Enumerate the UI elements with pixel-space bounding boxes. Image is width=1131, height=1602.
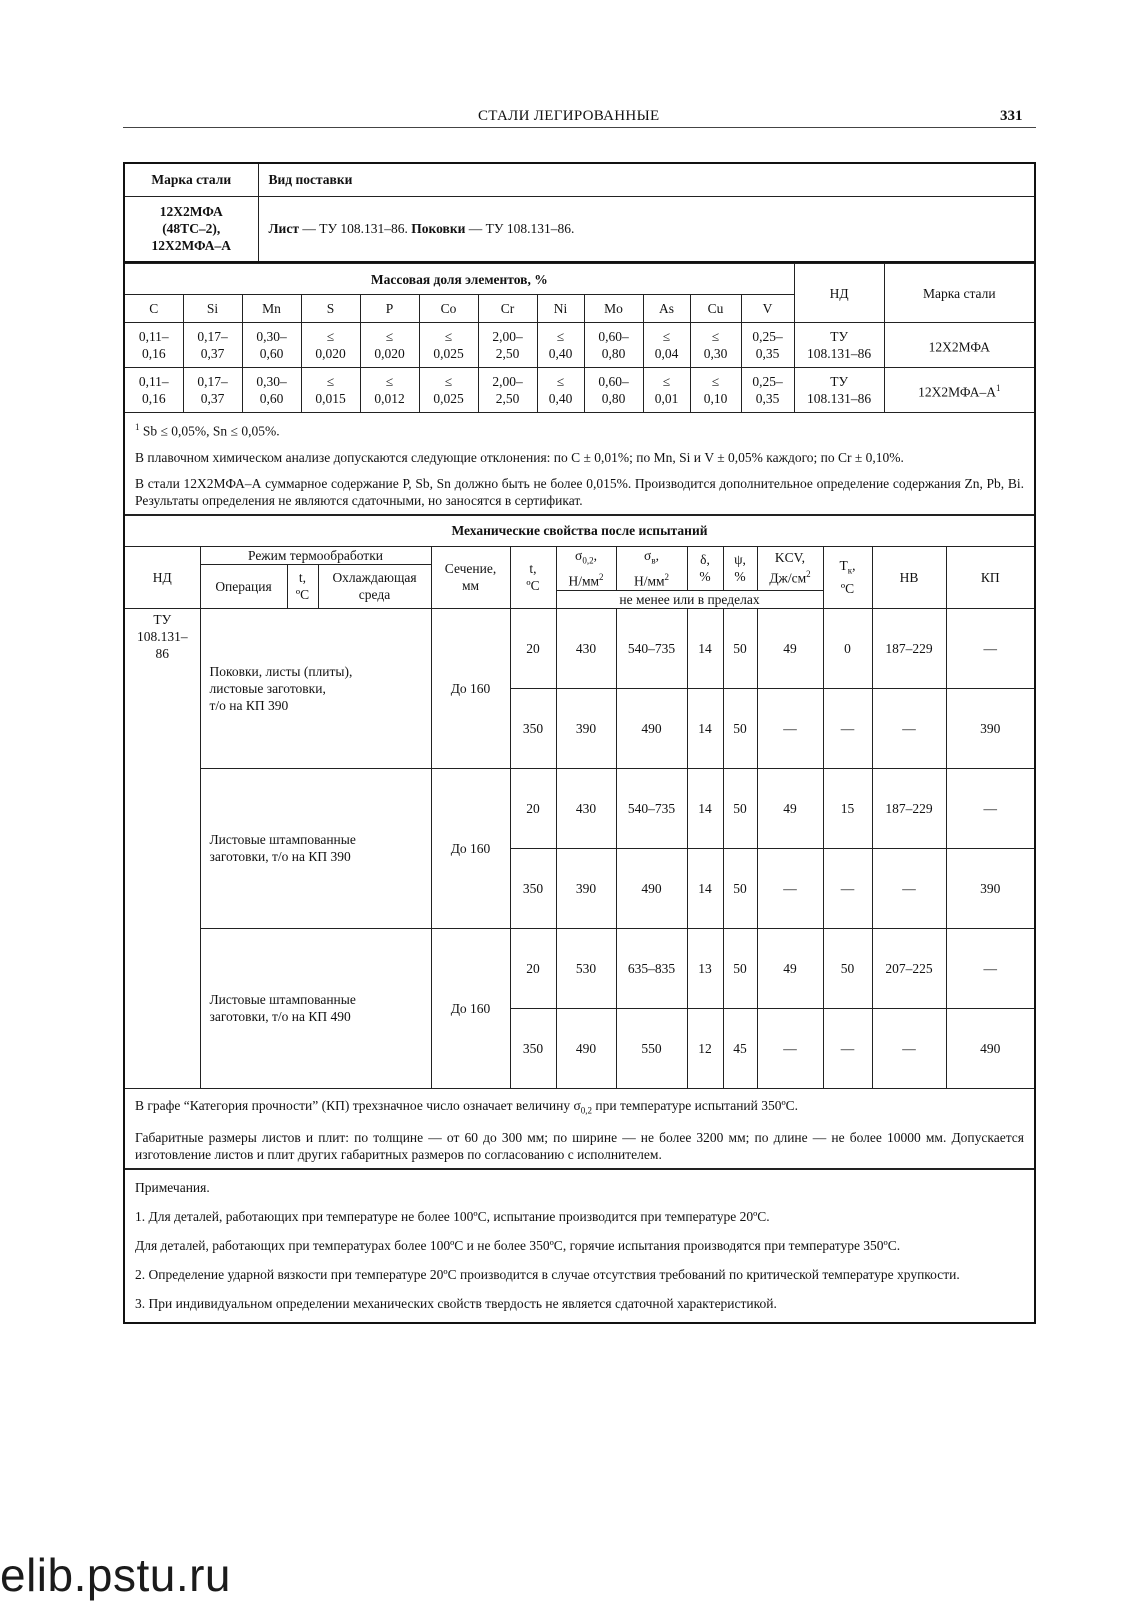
cell-line: 0,25– — [752, 329, 783, 344]
mech-hardness-hb: — — [872, 688, 946, 768]
mech-impact-kcv: — — [757, 688, 823, 768]
cell-line: 0,35 — [755, 391, 780, 406]
composition-title: Массовая доля элементов, % — [124, 264, 794, 295]
composition-nd — [794, 368, 884, 413]
mech-delta-header: δ, % — [687, 546, 723, 590]
cell-line: 108.131– — [136, 628, 188, 644]
cell-line: заготовки, т/о на КП 490 — [209, 1009, 351, 1025]
cell-line: 0,17– — [197, 374, 228, 389]
cell-line: 0,025 — [433, 391, 464, 406]
composition-cell — [741, 323, 794, 368]
composition-cell — [537, 368, 584, 413]
mech-strength-category: 490 — [946, 1008, 1035, 1088]
cell-line: 2,50 — [495, 346, 520, 361]
element-header-c: C — [124, 295, 183, 323]
cell-line: ≤ — [326, 374, 335, 389]
element-header-mn: Mn — [242, 295, 301, 323]
cell-line: 0,30 — [703, 346, 728, 361]
composition-cell — [301, 323, 360, 368]
mech-nd-value — [124, 608, 200, 1088]
composition-cell — [478, 323, 537, 368]
mech-note-kp: В графе “Категория прочности” (КП) трехзначное число означает величину $\sigma_{0,2}$ при температуре испытаний 350ºС. — [135, 1097, 799, 1116]
cell-line: ≤ — [326, 329, 335, 344]
element-header-si: Si — [183, 295, 242, 323]
mech-oper-header: Операция — [200, 564, 287, 608]
mech-strength-category: — — [946, 608, 1035, 688]
cell-line: 0,37 — [200, 391, 225, 406]
mech-sv-header: $\sigma_в$, $Н/мм^2$ — [616, 546, 687, 590]
mech-test-temperature: 20 — [510, 608, 556, 688]
mech-heat-t-header: t, ºС — [287, 564, 318, 608]
mech-tensile-strength: 490 — [616, 688, 687, 768]
composition-cell — [537, 323, 584, 368]
mech-mode-header: Режим термообработки — [200, 546, 431, 564]
composition-note-impurities: В стали 12Х2МФА–А суммарное содержание Р, Sb, Sn должно быть не более 0,015%. Производится дополнительное определение содержания Zn, Pb, Bi. Результаты определения не являются сдаточными, но заносятся в сертификат. — [135, 475, 1024, 508]
composition-cell — [643, 368, 690, 413]
mech-tensile-strength: 635–835 — [616, 928, 687, 1008]
cell-line: 0,025 — [433, 346, 464, 361]
mech-test-temperature: 350 — [510, 1008, 556, 1088]
cell-line: 108.131–86 — [807, 391, 872, 406]
composition-notes — [124, 413, 1035, 515]
cell-line: т/о на КП 390 — [209, 697, 289, 713]
composition-cell — [360, 323, 419, 368]
remarks-table — [123, 1169, 1036, 1324]
cell-line: Поковки, листы (плиты), — [209, 663, 353, 679]
cell-line: ≤ — [444, 329, 453, 344]
supply-table — [123, 162, 1036, 263]
mech-operation — [200, 928, 431, 1088]
cell-line: ТУ — [830, 329, 849, 344]
composition-cell — [183, 368, 242, 413]
mech-section-header: Сечение, мм — [431, 546, 510, 608]
mech-yield-strength: 430 — [556, 608, 616, 688]
mech-kp-header: КП — [946, 546, 1035, 608]
remarks-title: Примечания. — [135, 1180, 210, 1196]
element-header-ni: Ni — [537, 295, 584, 323]
mech-test-temperature: 350 — [510, 848, 556, 928]
mech-critical-temperature: 50 — [823, 928, 872, 1008]
mech-strength-category: 390 — [946, 688, 1035, 768]
mech-yield-strength: 390 — [556, 848, 616, 928]
mech-impact-kcv: 49 — [757, 768, 823, 848]
composition-grade — [884, 323, 1035, 368]
composition-cell — [242, 323, 301, 368]
element-header-mo: Mo — [584, 295, 643, 323]
cell-line: 0,60 — [259, 346, 284, 361]
cell-line: ≤ — [662, 329, 671, 344]
composition-cell — [124, 368, 183, 413]
mech-section: До 160 — [431, 928, 510, 1088]
composition-cell — [301, 368, 360, 413]
cell-line: 0,11– — [138, 329, 169, 344]
mech-impact-kcv: — — [757, 848, 823, 928]
cell-line: 0,37 — [200, 346, 225, 361]
cell-line: ≤ — [444, 374, 453, 389]
watermark: elib.pstu.ru — [0, 1549, 232, 1601]
remark-item: 2. Определение ударной вязкости при температуре 20ºС производится в случае отсутствия требований по критической температуре хрупкости. — [135, 1267, 960, 1283]
cell-line: ≤ — [711, 329, 720, 344]
cell-line: 0,30– — [256, 329, 287, 344]
remark-item: 1. Для деталей, работающих при температуре не более 100ºС, испытание производится при температуре 20ºС. — [135, 1209, 770, 1225]
mech-critical-temperature: — — [823, 688, 872, 768]
remark-item: Для деталей, работающих при температурах более 100ºС и не более 350ºС, горячие испытания производятся при температуре 350ºС. — [135, 1238, 901, 1254]
element-header-co: Co — [419, 295, 478, 323]
mech-impact-kcv: 49 — [757, 928, 823, 1008]
mech-yield-strength: 530 — [556, 928, 616, 1008]
mech-critical-temperature: 0 — [823, 608, 872, 688]
cell-line: ≤ — [385, 329, 394, 344]
mech-cool-header: Охлаждающая среда — [318, 564, 431, 608]
mech-reduction-of-area: 45 — [723, 1008, 757, 1088]
remarks-cell — [124, 1170, 1035, 1324]
mech-hardness-hb: — — [872, 1008, 946, 1088]
composition-cell — [643, 323, 690, 368]
supply-grade-header: Марка стали — [124, 163, 258, 196]
cell-line: 86 — [155, 645, 169, 661]
mech-psi-header: ψ, % — [723, 546, 757, 590]
mech-reduction-of-area: 50 — [723, 928, 757, 1008]
mech-tensile-strength: 550 — [616, 1008, 687, 1088]
cell-line: 0,16 — [141, 346, 166, 361]
supply-grade-value: 12Х2МФА (48ТС–2), 12Х2МФА–А — [124, 196, 258, 262]
mech-yield-strength: 430 — [556, 768, 616, 848]
cell-line: 0,020 — [374, 346, 405, 361]
mech-tensile-strength: 540–735 — [616, 608, 687, 688]
mech-note-dimensions: Габаритные размеры листов и плит: по толщине — от 60 до 300 мм; по ширине — не более 3200 мм; по длине — не более 10000 мм. Допускается изготовление листов и плит других габаритных размеров по согласованию с исполнителем. — [135, 1130, 1024, 1163]
mech-operation — [200, 608, 431, 768]
cell-line: ≤ — [711, 374, 720, 389]
mech-test-t-header: t, ºС — [510, 546, 556, 608]
cell-line: 0,35 — [755, 346, 780, 361]
mech-section: До 160 — [431, 608, 510, 768]
composition-grade — [884, 368, 1035, 413]
cell-line: 0,60– — [598, 329, 629, 344]
cell-line: ≤ — [556, 329, 565, 344]
composition-cell — [584, 368, 643, 413]
mech-critical-temperature: 15 — [823, 768, 872, 848]
cell-line: 0,40 — [548, 346, 573, 361]
cell-line: 2,00– — [492, 329, 523, 344]
grade-footnote-mark: 1 — [996, 382, 1001, 393]
mech-nd-header: НД — [124, 546, 200, 608]
remark-item: 3. При индивидуальном определении механических свойств твердость не является сдаточной характеристикой. — [135, 1296, 777, 1312]
composition-cell — [419, 323, 478, 368]
mech-reduction-of-area: 50 — [723, 688, 757, 768]
element-header-as: As — [643, 295, 690, 323]
mech-test-temperature: 20 — [510, 928, 556, 1008]
mech-elongation: 14 — [687, 608, 723, 688]
cell-line: 0,01 — [654, 391, 679, 406]
cell-line: 2,50 — [495, 391, 520, 406]
cell-line: 108.131–86 — [807, 346, 872, 361]
cell-line: ≤ — [662, 374, 671, 389]
mech-kcv-header: KCV, $Дж/см^2$ — [757, 546, 823, 590]
composition-nd — [794, 323, 884, 368]
cell-line: ТУ — [153, 611, 172, 627]
mech-impact-kcv: 49 — [757, 608, 823, 688]
mech-elongation: 13 — [687, 928, 723, 1008]
mech-yield-strength: 390 — [556, 688, 616, 768]
cell-line: Листовые штампованные — [209, 832, 356, 848]
header-rule — [123, 127, 1036, 128]
composition-cell — [741, 368, 794, 413]
cell-line: 0,11– — [138, 374, 169, 389]
steel-datasheet — [123, 162, 1036, 1374]
cell-line: 0,60 — [259, 391, 284, 406]
cell-line: 0,012 — [374, 391, 405, 406]
cell-line: 0,80 — [601, 391, 626, 406]
cell-line: 0,10 — [703, 391, 728, 406]
element-header-cr: Cr — [478, 295, 537, 323]
mech-section: До 160 — [431, 768, 510, 928]
grade-name: 12Х2МФА — [928, 339, 990, 355]
mech-impact-kcv: — — [757, 1008, 823, 1088]
composition-cell — [584, 323, 643, 368]
mech-strength-category: 390 — [946, 848, 1035, 928]
composition-cell — [478, 368, 537, 413]
grade-name: 12Х2МФА–А — [918, 384, 996, 400]
mech-hardness-hb: 187–229 — [872, 768, 946, 848]
mech-critical-temperature: — — [823, 848, 872, 928]
mech-elongation: 14 — [687, 688, 723, 768]
mech-operation — [200, 768, 431, 928]
cell-line: 0,60– — [598, 374, 629, 389]
cell-line: ≤ — [385, 374, 394, 389]
composition-cell — [360, 368, 419, 413]
cell-line: заготовки, т/о на КП 390 — [209, 849, 351, 865]
mech-hardness-hb: 207–225 — [872, 928, 946, 1008]
supply-type-header: Вид поставки — [258, 163, 1035, 196]
mechanical-notes — [124, 1088, 1035, 1169]
element-header-p: P — [360, 295, 419, 323]
supply-type-value: Лист — ТУ 108.131–86. Поковки — ТУ 108.131–86. — [258, 196, 1035, 262]
composition-cell — [690, 323, 741, 368]
mechanical-title: Механические свойства после испытаний — [124, 515, 1035, 546]
mech-tensile-strength: 490 — [616, 848, 687, 928]
mech-elongation: 14 — [687, 768, 723, 848]
composition-footnote: $^1$ Sb ≤ 0,05%, Sn ≤ 0,05%. — [135, 422, 280, 439]
cell-line: 0,015 — [315, 391, 346, 406]
mech-hb-header: НВ — [872, 546, 946, 608]
composition-table — [123, 263, 1036, 515]
mech-reduction-of-area: 50 — [723, 848, 757, 928]
element-header-s: S — [301, 295, 360, 323]
cell-line: 0,04 — [654, 346, 679, 361]
mech-elongation: 14 — [687, 848, 723, 928]
cell-line: 0,30– — [256, 374, 287, 389]
mechanical-table — [123, 515, 1036, 1170]
mech-tk-header: $Т_к$, ºС — [823, 546, 872, 608]
mech-strength-category: — — [946, 768, 1035, 848]
cell-line: ТУ — [830, 374, 849, 389]
cell-line: 0,17– — [197, 329, 228, 344]
cell-line: листовые заготовки, — [209, 680, 326, 696]
cell-line: 0,40 — [548, 391, 573, 406]
cell-line: 0,80 — [601, 346, 626, 361]
element-header-v: V — [741, 295, 794, 323]
composition-grade-header: Марка стали — [884, 264, 1035, 323]
mech-hardness-hb: 187–229 — [872, 608, 946, 688]
composition-cell — [242, 368, 301, 413]
mech-elongation: 12 — [687, 1008, 723, 1088]
mech-test-temperature: 350 — [510, 688, 556, 768]
composition-nd-header: НД — [794, 264, 884, 323]
cell-line: 2,00– — [492, 374, 523, 389]
composition-cell — [690, 368, 741, 413]
composition-note-deviation: В плавочном химическом анализе допускаются следующие отклонения: по С ± 0,01%; по Mn, Si и V ± 0,05% каждого; по Cr ± 0,10%. — [135, 449, 904, 465]
element-header-cu: Cu — [690, 295, 741, 323]
mech-reduction-of-area: 50 — [723, 768, 757, 848]
mech-strength-category: — — [946, 928, 1035, 1008]
cell-line: 0,16 — [141, 391, 166, 406]
running-header-title: СТАЛИ ЛЕГИРОВАННЫЕ — [478, 108, 660, 124]
cell-line: 0,020 — [315, 346, 346, 361]
mech-tensile-strength: 540–735 — [616, 768, 687, 848]
mech-hardness-hb: — — [872, 848, 946, 928]
cell-line: Листовые штампованные — [209, 992, 356, 1008]
mech-limits-header: не менее или в пределах — [556, 590, 823, 608]
mech-critical-temperature: — — [823, 1008, 872, 1088]
composition-cell — [183, 323, 242, 368]
mech-s02-header: $\sigma_{0,2}$, $Н/мм^2$ — [556, 546, 616, 590]
cell-line: 0,25– — [752, 374, 783, 389]
mech-yield-strength: 490 — [556, 1008, 616, 1088]
composition-cell — [419, 368, 478, 413]
mech-reduction-of-area: 50 — [723, 608, 757, 688]
composition-cell — [124, 323, 183, 368]
cell-line: ≤ — [556, 374, 565, 389]
mech-test-temperature: 20 — [510, 768, 556, 848]
page-number: 331 — [1000, 108, 1023, 124]
